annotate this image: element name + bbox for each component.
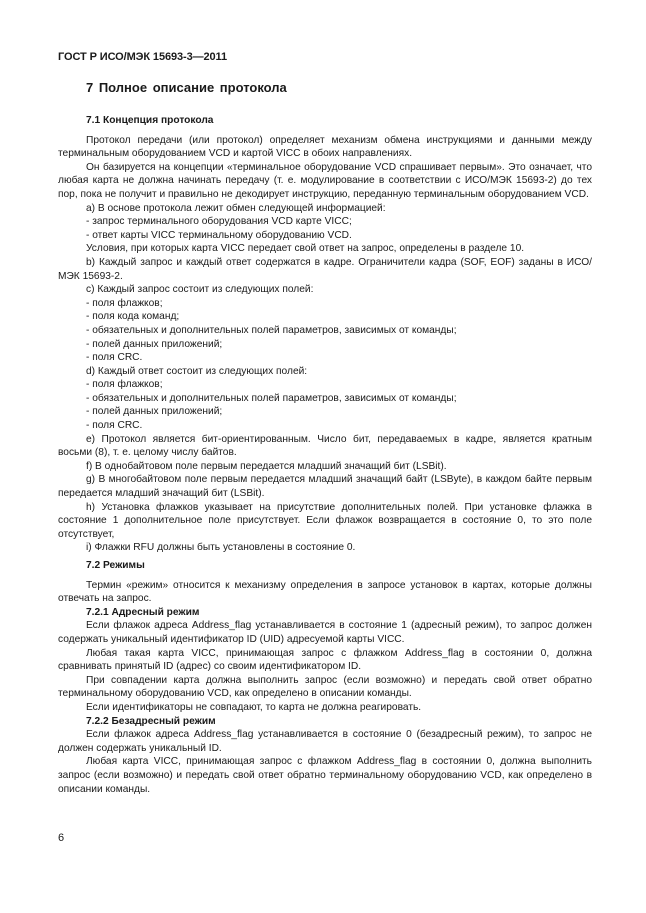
list-item: - полей данных приложений; xyxy=(86,406,223,418)
subsection-heading-7-2: 7.2 Режимы xyxy=(86,560,145,571)
list-item: a) В основе протокола лежит обмен следующей информацией: xyxy=(86,202,386,214)
list-item: - полей данных приложений; xyxy=(86,338,223,350)
paragraph: Любая такая карта VICC, принимающая запрос с флажком Address_flag в состоянии 0, должна сравнивать принятый ID (адрес) со своим идентификатором ID. xyxy=(58,647,592,673)
list-item: e) Протокол является бит-ориентированным. Число бит, передаваемых в кадре, является кратным восьми (8), т. е. целому числу байтов. xyxy=(58,433,592,459)
paragraph: Термин «режим» относится к механизму определения в запросе установок в картах, которые должны отвечать на запрос. xyxy=(58,579,592,605)
list-item: b) Каждый запрос и каждый ответ содержатся в кадре. Ограничители кадра (SOF, EOF) заданы в ИСО/МЭК 15693-2. xyxy=(58,256,592,282)
paragraph: Если флажок адреса Address_flag устанавливается в состояние 1 (адресный режим), то запрос должен содержать уникальный идентификатор ID (UID) адресуемой карты VICC. xyxy=(58,620,592,645)
paragraph: Протокол передачи (или протокол) определяет механизм обмена инструкциями и данными между терминальным оборудованием VCD и картой VICC в обоих направлениях. xyxy=(58,134,592,160)
paragraph: Условия, при которых карта VICC передает свой ответ на запрос, определены в разделе 10. xyxy=(86,243,525,255)
document-body xyxy=(58,110,592,796)
list-item: h) Установка флажков указывает на присутствие дополнительных полей. При установке флажка в состояние 1 дополнительное поле присутствует. Если флажок возвращается в состояние 0, то это поле отсутствует, xyxy=(58,501,592,540)
list-item: c) Каждый запрос состоит из следующих полей: xyxy=(86,284,314,296)
paragraph: Он базируется на концепции «терминальное оборудование VCD спрашивает первым». Это означает, что любая карта не должна начинать передачу (т. е. модулирование в соответствии с ИСО/МЭК 15693-2) до тех пор, пока не получит и правильно не декодирует инструкцию, переданную терминальным оборудованием VCD. xyxy=(58,161,592,200)
list-item: - поля флажков; xyxy=(86,379,163,391)
list-item: - ответ карты VICC терминальному оборудованию VCD. xyxy=(86,229,352,241)
subsection-heading-7-2-2: 7.2.2 Безадресный режим xyxy=(86,715,216,727)
page-number: 6 xyxy=(58,832,65,844)
list-item: - поля CRC. xyxy=(86,352,143,364)
list-item: - поля кода команд; xyxy=(86,311,180,323)
document-header: ГОСТ Р ИСО/МЭК 15693-3—2011 xyxy=(58,51,227,63)
list-item: - запрос терминального оборудования VCD карте VICC; xyxy=(86,216,352,228)
paragraph: Если флажок адреса Address_flag устанавливается в состояние 0 (безадресный режим), то запрос не должен содержать уникальный ID. xyxy=(58,729,592,754)
list-item: g) В многобайтовом поле первым передается младший значащий байт (LSByte), в каждом байте первым передается младший значащий бит (LSBit). xyxy=(58,474,592,500)
list-item: d) Каждый ответ состоит из следующих полей: xyxy=(86,365,308,377)
subsection-heading-7-2-1: 7.2.1 Адресный режим xyxy=(86,606,200,618)
list-item: - обязательных и дополнительных полей параметров, зависимых от команды; xyxy=(86,324,457,336)
section-title: 7 Полное описание протокола xyxy=(86,80,287,95)
paragraph: При совпадении карта должна выполнить запрос (если возможно) и передать свой ответ обратно терминальному оборудованию VCD, как определено в описании команды. xyxy=(58,674,592,700)
list-item: - поля CRC. xyxy=(86,420,143,432)
list-item: i) Флажки RFU должны быть установлены в состояние 0. xyxy=(86,542,356,554)
paragraph: Если идентификаторы не совпадают, то карта не должна реагировать. xyxy=(86,701,422,713)
list-item: f) В однобайтовом поле первым передается младший значащий бит (LSBit). xyxy=(86,460,447,472)
paragraph: Любая карта VICC, принимающая запрос с флажком Address_flag в состоянии 0, должна выполнить запрос (если возможно) и передать свой ответ обратно терминальному оборудованию VCD, как определено в описании команды. xyxy=(58,756,592,795)
list-item: - поля флажков; xyxy=(86,297,163,309)
list-item: - обязательных и дополнительных полей параметров, зависимых от команды; xyxy=(86,392,457,404)
subsection-heading-7-1: 7.1 Концепция протокола xyxy=(86,115,214,126)
